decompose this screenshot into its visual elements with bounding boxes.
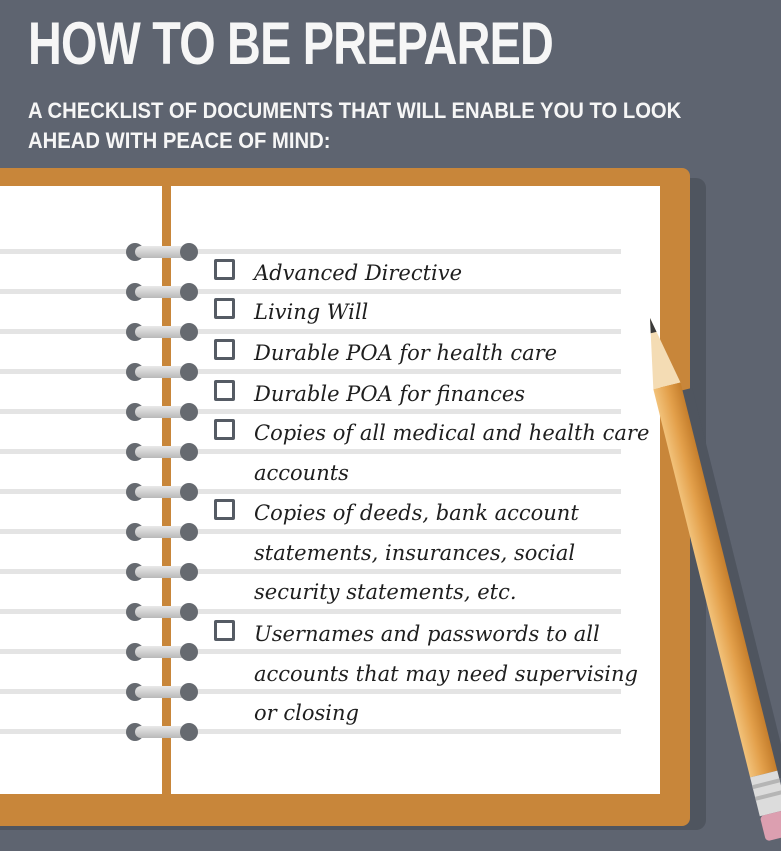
- spiral-ring-icon: [126, 323, 198, 341]
- checklist-item-label: Durable POA for health care: [254, 341, 558, 365]
- spiral-ring-icon: [126, 683, 198, 701]
- spiral-ring-icon: [126, 243, 198, 261]
- checklist-item-label: Living Will: [254, 300, 369, 324]
- spiral-ring-icon: [126, 563, 198, 581]
- spiral-ring-icon: [126, 643, 198, 661]
- spiral-ring-icon: [126, 443, 198, 461]
- page-subtitle: A CHECKLIST OF DOCUMENTS THAT WILL ENABLE YOU TO LOOK AHEAD WITH PEACE OF MIND:: [28, 98, 682, 153]
- checklist-item-label: Copies of deeds, bank account statements, insurances, social security statements, etc.: [254, 501, 579, 604]
- checkbox-icon[interactable]: [214, 259, 235, 280]
- page-title: HOW TO BE PREPARED: [28, 10, 554, 77]
- checklist-item-label: Copies of all medical and health care accounts: [254, 421, 650, 485]
- checklist-item-label: Durable POA for finances: [254, 382, 526, 406]
- spiral-ring-icon: [126, 363, 198, 381]
- checkbox-icon[interactable]: [214, 339, 235, 360]
- checkbox-icon[interactable]: [214, 499, 235, 520]
- spiral-ring-icon: [126, 523, 198, 541]
- checklist-item-label: Advanced Directive: [254, 261, 463, 285]
- spiral-ring-icon: [126, 723, 198, 741]
- spiral-ring-icon: [126, 603, 198, 621]
- checkbox-icon[interactable]: [214, 380, 235, 401]
- spiral-ring-icon: [126, 403, 198, 421]
- checklist-item-label: Usernames and passwords to all accounts that may need supervising or closing: [254, 622, 638, 725]
- checkbox-icon[interactable]: [214, 419, 235, 440]
- checkbox-icon[interactable]: [214, 620, 235, 641]
- spiral-ring-icon: [126, 483, 198, 501]
- checkbox-icon[interactable]: [214, 298, 235, 319]
- spiral-ring-icon: [126, 283, 198, 301]
